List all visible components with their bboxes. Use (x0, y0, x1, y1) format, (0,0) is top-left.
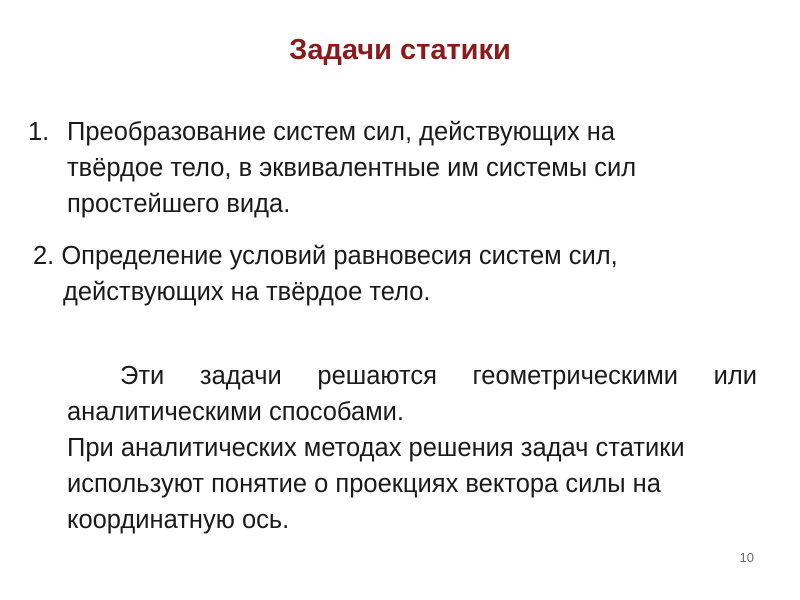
paragraph-line: При аналитических методах решения задач статики (67, 434, 685, 462)
slide-title: Задачи статики (289, 34, 511, 66)
list-item-line: действующих на твёрдое тело. (63, 278, 431, 306)
list-item-line: простейшего вида. (67, 190, 291, 218)
paragraph-word: Эти (120, 362, 165, 390)
paragraph-line: координатную ось. (67, 506, 290, 534)
list-item-text (67, 114, 727, 222)
list-item-2 (33, 238, 753, 310)
paragraph-word: или (713, 362, 757, 390)
page-number: 10 (739, 550, 754, 565)
paragraph-word: геометрическими (472, 362, 679, 390)
paragraph-line: аналитическими способами. (67, 398, 404, 426)
paragraph-first-line (67, 358, 757, 394)
paragraph-word: решаются (317, 362, 437, 390)
list-item-number: 1. (28, 118, 50, 146)
list-item-line: твёрдое тело, в эквивалентные им системы сил (67, 154, 637, 182)
list-item-line: Преобразование систем сил, действующих на (67, 118, 616, 146)
paragraph-line: используют понятие о проекциях вектора силы на (67, 470, 661, 498)
body-paragraph (67, 358, 757, 538)
paragraph-word: задачи (199, 362, 282, 390)
list-item-line: 2. Определение условий равновесия систем сил, (33, 242, 618, 270)
